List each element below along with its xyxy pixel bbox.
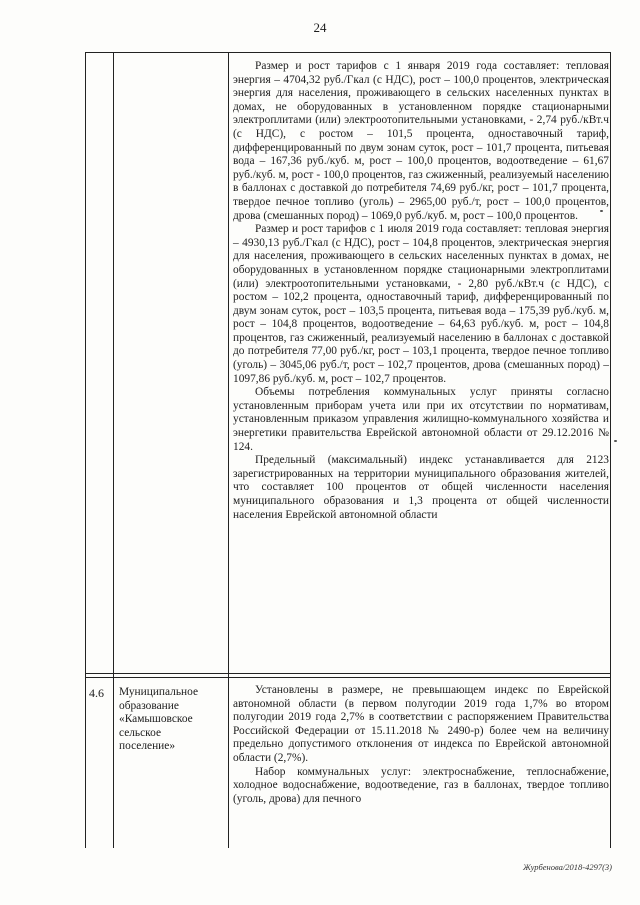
tariff-table	[85, 52, 611, 848]
page-number: 24	[313, 20, 327, 35]
consumption-paragraph: Объемы потребления коммунальных услуг приняты согласно установленным приборам учета или при их отсутствии по нормативам, установленным приказом управления жилищно-коммунального хозяйства и энергетики правительства Еврейской автономной области от 29.12.2016 № 124.	[233, 386, 609, 453]
services-paragraph: Набор коммунальных услуг: электроснабжение, теплоснабжение, холодное водоснабжение, водоотведение, газ в баллонах, твердое топливо (уголь, дрова) для печного	[233, 765, 609, 805]
document-reference: Журбенова/2018-4297(3)	[523, 862, 612, 872]
table-row	[85, 674, 611, 848]
tariff-paragraph-jul: Размер и рост тарифов с 1 июля 2019 года составляет: тепловая энергия – 4930,13 руб./Гкал (с НДС), рост – 104,8 процентов, электрическая энергия для населения, проживающего в сельских населенных пунктах в домах, не оборудованных в установленном порядке стационарными электроплитами (или) электроотопительными установками, - 2,80 руб./кВт.ч (с НДС), с ростом – 102,2 процента, одноставочный тариф, дифференцированный по двум зонам суток, рост – 103,5 процента, питьевая вода – 175,39 руб./куб. м, рост – 104,8 процентов, водоотведение – 64,63 руб./куб. м, рост – 104,8 процентов, газ сжиженный, реализуемый населению в баллонах с доставкой до потребителя 77,00 руб./кг, рост – 103,1 процента, твердое печное топливо (уголь) – 3045,06 руб./т, рост – 102,7 процентов, дрова (смешанных пород) – 1097,86 руб./куб. м, рост – 102,7 процентов.	[233, 223, 609, 385]
tariff-paragraph-jan: Размер и рост тарифов с 1 января 2019 года составляет: тепловая энергия – 4704,32 руб./Гкал (с НДС), рост – 100,0 процентов, электрическая энергия для населения, проживающего в сельских населенных пунктах в домах, не оборудованных в установленном порядке стационарными электроплитами (или) электроотопительными установками, - 2,74 руб./кВт.ч (с НДС), с ростом – 101,5 процента, одноставочный тариф, дифференцированный по двум зонам суток, рост – 101,7 процента, питьевая вода – 167,36 руб./куб. м, рост – 100,0 процентов, водоотведение – 61,67 руб./куб. м, рост - 100,0 процентов, газ сжиженный, реализуемый населению в баллонах с доставкой до потребителя 74,69 руб./кг, рост – 101,7 процента, твердое печное топливо (уголь) – 2965,00 руб./т, рост – 100,0 процентов, дрова (смешанных пород) – 1069,0 руб./куб. м, рост – 100,0 процентов.	[233, 60, 609, 222]
row-number: 4.6	[89, 686, 104, 700]
municipality-name: Муниципальное образование «Камышовское сельское поселение»	[119, 686, 199, 753]
index-paragraph: Предельный (максимальный) индекс устанавливается для 2123 зарегистрированных на территории муниципального образования жителей, что составляет 100 процентов от общей численности населения муниципального образования и 1,3 процента от общей численности населения Еврейской автономной области	[233, 454, 609, 521]
row-content	[233, 684, 609, 806]
scan-speck	[600, 210, 603, 212]
scan-speck	[614, 440, 617, 442]
row-divider-double	[85, 677, 611, 678]
row-content	[233, 60, 609, 522]
index-limit-paragraph: Установлены в размере, не превышающем индекс по Еврейской автономной области (в первом полугодии 2019 года 1,7% во втором полугодии 2019 года 2,7% в соответствии с распоряжением Правительства Российской Федерации от 15.11.2018 № 2490-р) более чем на величину предельно допустимого отклонения от индекса по Еврейской автономной области (2,7%).	[233, 684, 609, 764]
table-row	[85, 52, 611, 674]
